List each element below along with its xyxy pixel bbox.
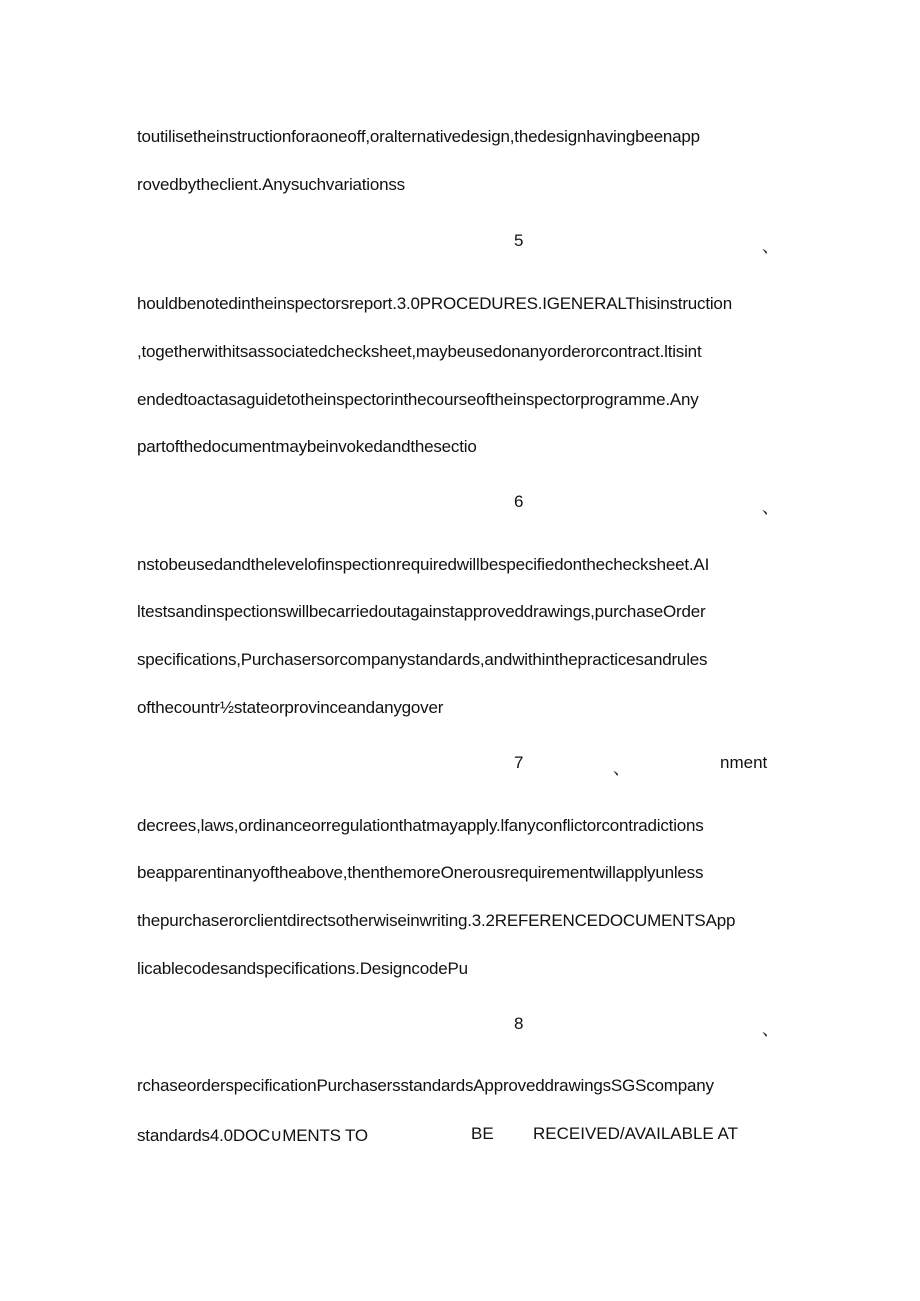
body-text-line: endedtoactasaguidetotheinspectorinthecourseoftheinspectorprogramme.Any <box>137 390 699 409</box>
page-break-mark: 、 <box>613 759 630 778</box>
page-number: 6 <box>514 492 524 511</box>
body-text-line: ofthecountr½stateorprovinceandanygover <box>137 698 444 717</box>
body-text-line: specifications,Purchasersorcompanystandards,andwithinthepracticesandrules <box>137 650 708 669</box>
body-text-line: nstobeusedandthelevelofinspectionrequiredwillbespecifiedonthechecksheet.AI <box>137 555 710 574</box>
body-text-line: decrees,laws,ordinanceorregulationthatmayapply.lfanyconflictorcontradictions <box>137 816 704 835</box>
body-text-line: thepurchaserorclientdirectsotherwiseinwriting.3.2REFERENCEDOCUMENTSApp <box>137 911 736 930</box>
body-text-line: rovedbytheclient.Anysuchvariationss <box>137 175 405 194</box>
page-break-mark: 、 <box>762 498 779 517</box>
body-text-line: ltestsandinspectionswillbecarriedoutagainstapproveddrawings,purchaseOrder <box>137 602 706 621</box>
body-text-line: rchaseorderspecificationPurchasersstandardsApproveddrawingsSGScompany <box>137 1076 714 1095</box>
page-number: 5 <box>514 231 524 250</box>
body-text-line: toutilisetheinstructionforaoneoff,oralternativedesign,thedesignhavingbeenapp <box>137 127 700 146</box>
page-break-mark: 、 <box>762 237 779 256</box>
page-break-mark: 、 <box>762 1020 779 1039</box>
page-number: 8 <box>514 1014 524 1033</box>
body-text-line: licablecodesandspecifications.DesigncodePu <box>137 959 468 978</box>
page-number: 7 <box>514 753 524 772</box>
body-text-line: standards4.0DOC∪MENTS TO <box>137 1126 368 1145</box>
body-text-fragment: nment <box>720 753 768 772</box>
body-text-fragment: RECEIVED/AVAILABLE AT <box>533 1124 739 1143</box>
body-text-fragment: BE <box>471 1124 494 1143</box>
body-text-line: ,togetherwithitsassociatedchecksheet,maybeusedonanyorderorcontract.ltisint <box>137 342 702 361</box>
body-text-line: houldbenotedintheinspectorsreport.3.0PROCEDURES.IGENERALThisinstruction <box>137 294 732 313</box>
body-text-line: beapparentinanyoftheabove,thenthemoreOnerousrequirementwillapplyunless <box>137 863 704 882</box>
body-text-line: partofthedocumentmaybeinvokedandthesectio <box>137 437 477 456</box>
